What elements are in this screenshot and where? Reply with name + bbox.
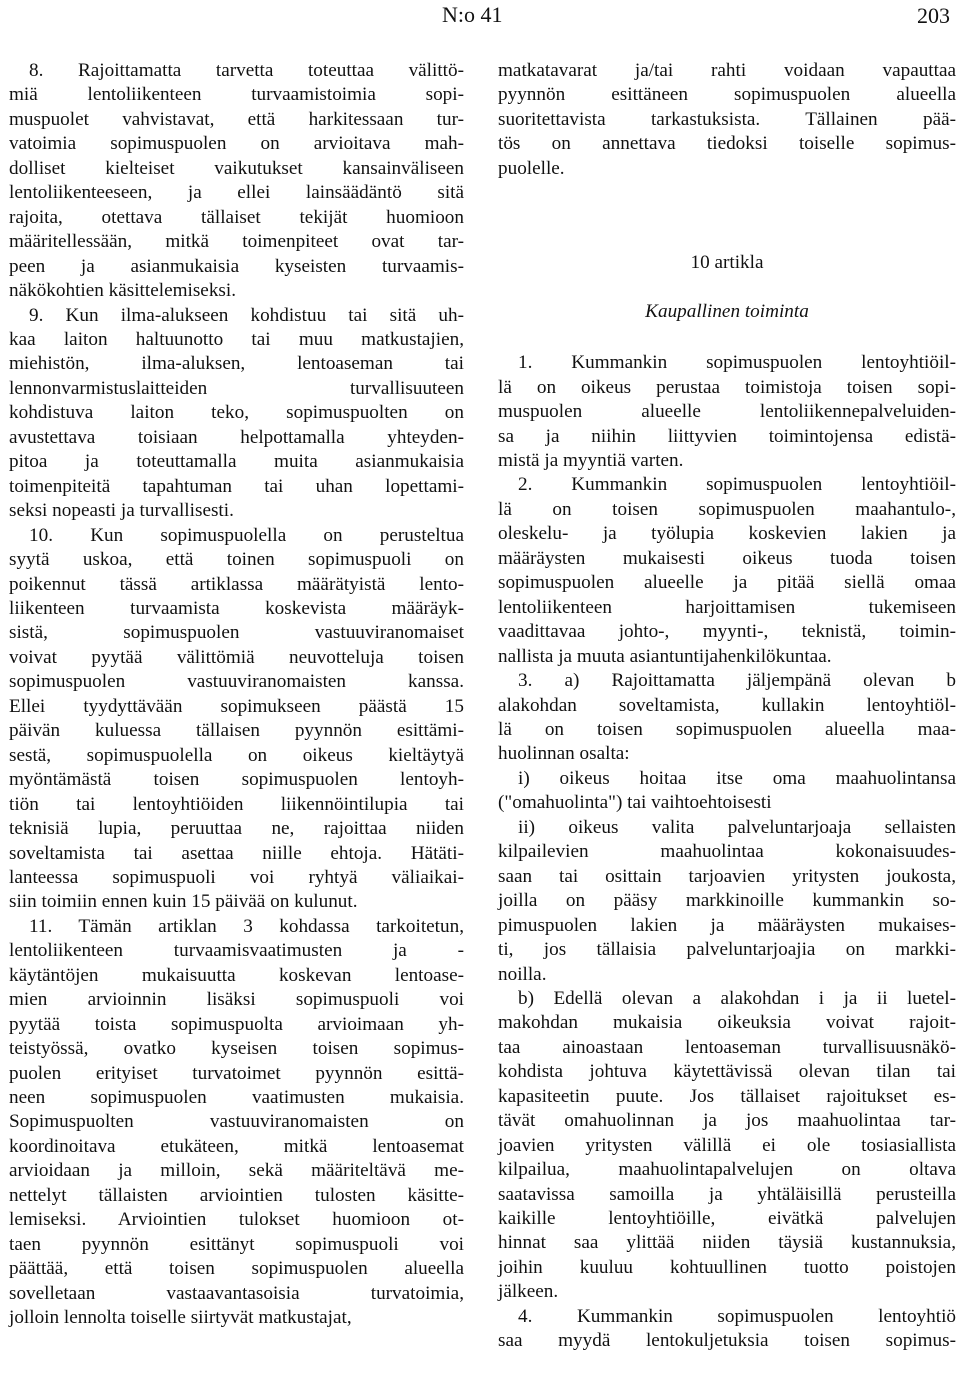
text-line: soveltamista tai asettaa niille ehtoja. Hätäti-	[9, 842, 464, 864]
text-line: 2. Kummankin sopimuspuolen lentoyhtiöil-	[518, 474, 956, 496]
text-line: oleskelu- ja työlupia koskevien lakien ja	[498, 523, 956, 545]
text-line: 4. Kummankin sopimuspuolen lentoyhtiö	[518, 1305, 956, 1327]
text-line: seksi nopeasti ja turvallisesti.	[9, 500, 234, 522]
issue-number: N:o 41	[442, 2, 503, 27]
text-line: kilpailua, maahuolintapalvelujen on oltava	[498, 1159, 956, 1181]
article-number: 10 artikla	[690, 252, 764, 274]
text-line: 9. Kun ilma-alukseen kohdistuu tai sitä uh-	[29, 304, 464, 326]
text-line: näkökohtien käsittelemiseksi.	[9, 280, 237, 302]
text-line: puolen erityiset turvatoimet pyynnön esittä-	[9, 1062, 464, 1084]
text-line: makohdan mukaisia oikeuksia voivat rajoit-	[498, 1012, 956, 1034]
text-line: pitoa ja toteuttamalla muita asianmukaisia	[9, 451, 464, 473]
text-line: puolelle.	[498, 157, 565, 179]
text-line: liikenteen turvaamista koskevista määräyk-	[9, 597, 464, 619]
text-line: miä lentoliikenteen turvaamistoimia sopi-	[9, 84, 464, 106]
text-line: lentoliikenteeseen, ja ellei lainsäädäntö sitä	[9, 182, 464, 204]
text-line: määräysten mukaisesti oikeus tuoda toisen	[498, 547, 956, 569]
text-line: päättää, että toisen sopimuspuolen alueella	[9, 1258, 464, 1280]
text-line: lemiseksi. Arviointien tulokset huomioon ot-	[9, 1209, 464, 1231]
text-line: i) oikeus hoitaa itse oma maahuolintansa	[518, 767, 956, 789]
text-line: päivän kuluessa tällaisen pyynnön esittämi-	[9, 720, 464, 742]
page-number: 203	[917, 3, 950, 28]
text-line: ("omahuolinta") tai vaihtoehtoisesti	[498, 792, 772, 814]
text-line: teistyössä, ovatko kyseisen toisen sopimus-	[9, 1038, 464, 1060]
paragraph-8	[9, 59, 464, 304]
right-column	[498, 59, 956, 1354]
text-line: lentoliikenteen harjoittamisen tukemiseen	[498, 596, 956, 618]
text-line: suoritettavista tarkastuksista. Tällainen pää-	[498, 108, 956, 130]
text-line: lä on oikeus perustaa toimistoja toisen sopi-	[498, 376, 956, 398]
paragraph-3a-i	[498, 767, 956, 816]
text-line: neen sopimuspuolen vaatimusten mukaisia.	[9, 1087, 464, 1109]
text-line: pimuspuolen lakien ja määräysten mukaises-	[498, 914, 956, 936]
text-line: mien arvioinnin lisäksi sopimuspuoli voi	[9, 989, 464, 1011]
text-line: alakohdan soveltamista, kullakin lentoyhtiöl-	[498, 694, 956, 716]
text-line: siin toimiin ennen kuin 15 päivää on kulunut.	[9, 891, 358, 913]
paragraph-9	[9, 304, 464, 524]
text-line: joihin kuuluu kohtuullinen tuotto poistojen	[498, 1256, 956, 1278]
page-header	[0, 0, 960, 40]
text-line: rajoita, otettava tällaiset tekijät huomioon	[9, 206, 464, 228]
text-line: myöntämästä toisen sopimuspuolen lentoyh-	[9, 769, 464, 791]
text-line: joilla on pääsy markkinoille kummankin so-	[498, 890, 956, 912]
text-line: hinnat saa ylittää niiden täysiä kustannuksia,	[498, 1232, 956, 1254]
text-line: teknisiä lupia, peruuttaa ne, rajoittaa niiden	[9, 818, 464, 840]
text-line: sopimuspuolen vastuuviranomaisten kanssa.	[9, 671, 464, 693]
text-line: kilpailevien maahuolintaa kokonaisuudes-	[498, 841, 956, 863]
text-line: sistä, sopimuspuolen vastuuviranomaiset	[9, 622, 464, 644]
text-line: sovelletaan vastaavantasoisia turvatoimia,	[9, 1282, 464, 1304]
text-line: taen pyynnön esittänyt sopimuspuoli voi	[9, 1233, 464, 1255]
text-line: noilla.	[498, 963, 547, 985]
text-line: pyynnön esittäneen sopimuspuolen alueella	[498, 84, 956, 106]
text-line: lä on toisen sopimuspuolen maahantulo-,	[498, 498, 956, 520]
text-line: lanteessa sopimuspuoli voi ryhtyä väliaikai-	[9, 866, 464, 888]
text-line: lä on toisen sopimuspuolen alueella maa-	[498, 718, 956, 740]
text-line: käytäntöjen mukaisuutta koskevan lentoase-	[9, 964, 464, 986]
text-line: Ellei tyydyttävään sopimukseen päästä 15	[9, 695, 464, 717]
text-line: tös on annettava tiedoksi toiselle sopimus-	[498, 133, 956, 155]
paragraph-10	[9, 524, 464, 915]
text-line: vatoimia sopimuspuolen on arvioitava mah-	[9, 133, 464, 155]
text-line: peen ja asianmukaisia kyseisten turvaamis-	[9, 255, 464, 277]
text-line: jälkeen.	[498, 1281, 559, 1303]
text-line: 11. Tämän artiklan 3 kohdassa tarkoitetun,	[29, 915, 464, 937]
text-line: vaadittavaa johto-, myynti-, teknistä, toimin-	[498, 621, 956, 643]
continued-paragraph	[498, 59, 956, 181]
text-line: syytä uskoa, että toinen sopimuspuoli on	[9, 549, 464, 571]
text-line: nettelyt tällaisten arviointien tulosten käsitte-	[9, 1184, 464, 1206]
text-line: avustettava toisiaan helpottamalla yhteyden-	[9, 426, 464, 448]
text-line: muspuolen alueelle lentoliikennepalveluiden-	[498, 401, 956, 423]
text-line: pyytää toista sopimuspuolta arvioimaan yh-	[9, 1013, 464, 1035]
text-line: b) Edellä olevan a alakohdan i ja ii luetel-	[518, 987, 956, 1009]
text-line: saan tai osittain tarjoavien yritysten joukosta,	[498, 865, 956, 887]
text-line: lennonvarmistuslaitteiden turvallisuuteen	[9, 377, 464, 399]
text-line: poikennut tässä artiklassa määrätyistä lento-	[9, 573, 464, 595]
text-line: mistä ja myyntiä varten.	[498, 449, 684, 471]
paragraph-2	[498, 473, 956, 669]
text-line: toimenpiteitä tapahtuman tai uhan lopettami-	[9, 475, 464, 497]
text-line: sa ja niihin liittyvien toimintojensa edistä-	[498, 425, 956, 447]
text-line: 10. Kun sopimuspuolella on perusteltua	[29, 524, 464, 546]
text-line: sestä, sopimuspuolella on oikeus kieltäytyä	[9, 744, 464, 766]
paragraph-3b	[498, 987, 956, 1305]
text-line: matkatavarat ja/tai rahti voidaan vapauttaa	[498, 60, 956, 81]
text-line: joavien yritysten välillä ei ole tosiasiallista	[498, 1134, 956, 1156]
article-title: Kaupallinen toiminta	[645, 300, 809, 322]
text-line: huolinnan osalta:	[498, 743, 630, 765]
paragraph-4	[498, 1305, 956, 1354]
text-line: dolliset kielteiset vaikutukset kansainväliseen	[9, 157, 464, 179]
paragraph-11	[9, 915, 464, 1331]
text-line: kaikille lentoyhtiöille, eivätkä palvelujen	[498, 1208, 956, 1230]
text-line: Sopimuspuolten vastuuviranomaisten on	[9, 1111, 464, 1133]
paragraph-3a	[498, 669, 956, 767]
text-line: jolloin lennolta toiselle siirtyvät matkustajat,	[9, 1307, 352, 1329]
text-line: kohdista johtuva käytettävissä olevan tilan tai	[498, 1061, 956, 1083]
text-line: 3. a) Rajoittamatta jäljempänä olevan b	[518, 670, 956, 692]
text-line: kaa laiton haltuunotto tai muu matkustajien,	[9, 328, 464, 350]
text-line: voivat pyytää välittömiä neuvotteluja toisen	[9, 646, 464, 668]
text-line: 1. Kummankin sopimuspuolen lentoyhtiöil-	[518, 352, 956, 374]
text-line: arvioidaan ja milloin, sekä määriteltävä me-	[9, 1160, 464, 1182]
text-line: miehistön, ilma-aluksen, lentoaseman tai	[9, 353, 464, 375]
text-line: taa ainoastaan lentoaseman turvallisuusnäkö-	[498, 1036, 956, 1058]
text-line: ii) oikeus valita palveluntarjoaja sellaisten	[518, 816, 956, 838]
paragraph-3a-ii	[498, 816, 956, 987]
text-line: saatavissa samoilla ja yhtäläisillä perusteilla	[498, 1183, 956, 1205]
left-column	[9, 59, 464, 1331]
text-line: lentoliikenteen turvaamisvaatimusten ja -	[9, 940, 464, 962]
text-line: saa myydä lentokuljetuksia toisen sopimus-	[498, 1330, 956, 1352]
text-line: tävät omahuolinnan ja jos maahuolintaa tar-	[498, 1110, 956, 1132]
text-line: määritellessään, mitkä toimenpiteet ovat tar-	[9, 231, 464, 253]
paragraph-1	[498, 351, 956, 473]
text-line: nallista ja muuta asiantuntijahenkilökuntaa.	[498, 645, 832, 667]
text-line: 8. Rajoittamatta tarvetta toteuttaa välittö-	[29, 60, 464, 81]
text-line: kohdistuva laiton teko, sopimuspuolten on	[9, 402, 464, 424]
text-line: koordinoitava etukäteen, mitkä lentoasemat	[9, 1135, 464, 1157]
text-line: muspuolet vahvistavat, että harkitessaan tur-	[9, 108, 464, 130]
text-line: sopimuspuolen alueelle ja pitää siellä omaa	[498, 572, 956, 594]
text-line: tiön tai lentoyhtiöiden liikennöintilupia tai	[9, 793, 464, 815]
text-line: kapasiteetin puute. Jos tällaiset rajoitukset es-	[498, 1085, 956, 1107]
text-line: ti, jos tällaisia palveluntarjoajia on markki-	[498, 939, 956, 961]
